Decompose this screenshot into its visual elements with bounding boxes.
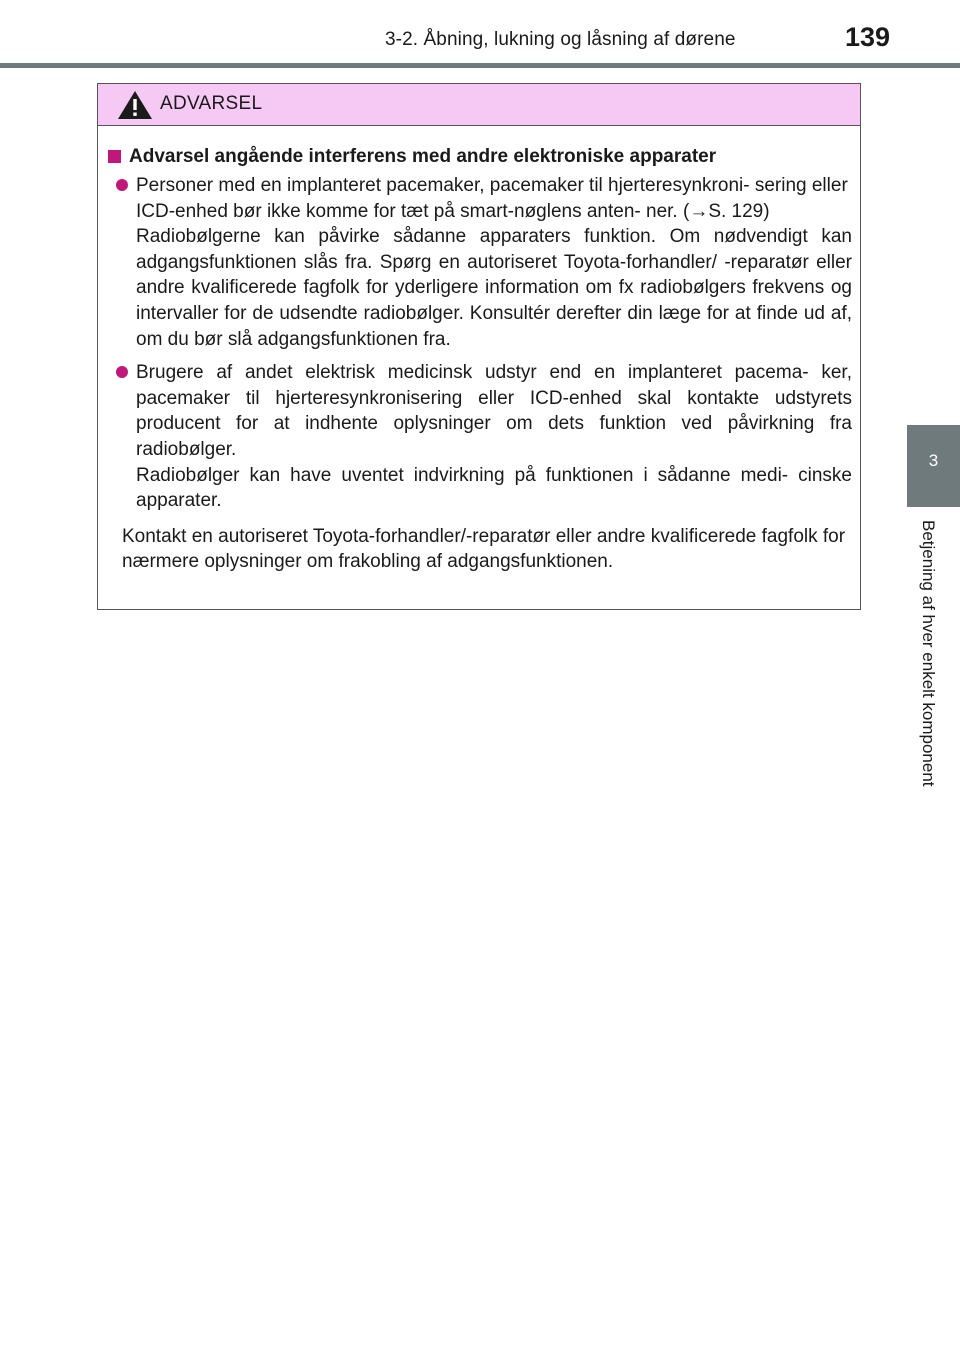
- section-heading-text: Advarsel angående interferens med andre elektroniske apparater: [129, 146, 717, 167]
- square-bullet-icon: [108, 150, 121, 163]
- list-item-text: Brugere af andet elektrisk medicinsk udstyr end en implanteret pacema- ker, pacemaker til hjerteresynkronisering eller ICD-enhed skal kontakte udstyrets producent for at indhente oplysninger om dets funktion ved påvirkning fra radiobølger.: [136, 362, 852, 460]
- list-item: [116, 360, 852, 514]
- list-item: [116, 173, 852, 352]
- list-item-text: Radiobølgerne kan påvirke sådanne apparaters funktion. Om nødvendigt kan adgangsfunktionen slås fra. Spørg en autoriseret Toyota-forhandler/ -reparatør eller andre kvalificerede fagfolk for yderligere information om fx radiobølgers frekvens og intervaller for de udsendte radiobølger. Konsultér derefter din læge for at finde ud af, om du bør slå adgangsfunktionen fra.: [136, 226, 852, 350]
- page-number: 139: [845, 22, 891, 52]
- list-item-text: Personer med en implanteret pacemaker, pacemaker til hjerteresynkroni- sering eller ICD-enhed bør ikke komme for tæt på smart-nøglens anten- ner. (→S. 129): [136, 175, 848, 222]
- warning-content: [98, 127, 860, 575]
- section-heading: [104, 144, 852, 170]
- chapter-label: Betjening af hver enkelt komponent: [919, 520, 938, 787]
- header-divider: [0, 63, 960, 68]
- closing-paragraph: Kontakt en autoriseret Toyota-forhandler/-reparatør eller andre kvalificerede fagfolk for nærmere oplysninger om frakobling af adgangsfunktionen.: [122, 525, 846, 573]
- chapter-tab: [907, 425, 960, 507]
- dot-bullet-icon: [116, 179, 128, 191]
- warning-header: [98, 84, 860, 126]
- dot-bullet-icon: [116, 366, 128, 378]
- warning-triangle-icon: [117, 90, 153, 120]
- chapter-tab-number: 3: [928, 451, 939, 470]
- warning-title: ADVARSEL: [160, 93, 263, 114]
- page-header-title: 3-2. Åbning, lukning og låsning af dørene: [385, 29, 736, 50]
- warning-box: [97, 83, 861, 610]
- list-item-text: Radiobølger kan have uventet indvirkning på funktionen i sådanne medi- cinske apparater.: [136, 464, 852, 512]
